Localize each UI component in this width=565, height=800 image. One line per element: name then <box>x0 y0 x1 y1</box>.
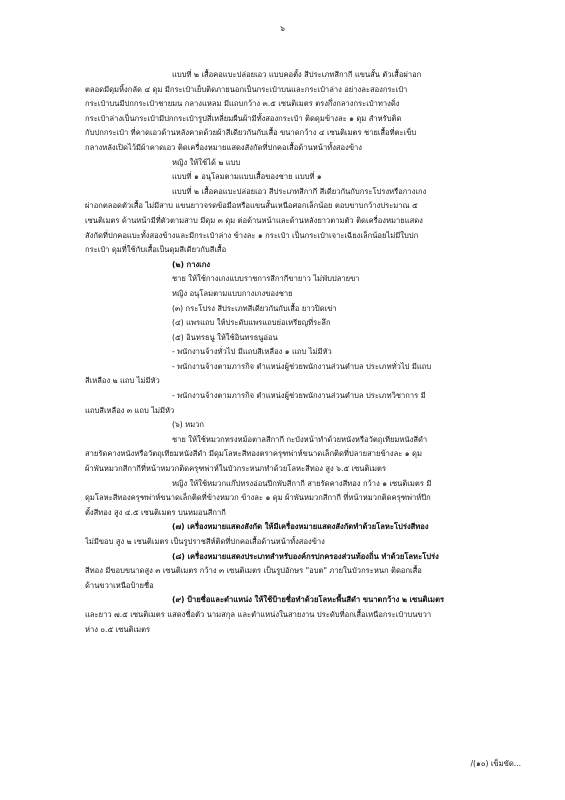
paragraph-line: (๒) กางเกง <box>172 259 211 269</box>
paragraph-line: กลางหลังเปิดไว้มีผ้าคาดเอว ติดเครื่องหมายแสดงสังกัดที่ปกคอเสื้อด้านหน้าทั้งสองข้าง <box>85 142 362 152</box>
paragraph-line: ผ้าพันหมวกสีกากีที่หน้าหมวกติดครุฑพ่าห์ในบัวกระหนกทำด้วยโลหะสีทอง สูง ๖.๕ เซนติเมตร <box>85 464 387 474</box>
paragraph-line: - พนักงานจ้างตามภารกิจ ตำแหน่งผู้ช่วยพนักงานส่วนตำบล ประเภททั่วไป มีแถบ <box>172 361 432 371</box>
paragraph-line: เซนติเมตร ด้านหน้ามีที่ตัวตามสาบ มีดุม ๓ ดุม ต่อด้านหน้าและด้านหลังยาวตามตัว ติดเครื่องหมายแสดง <box>85 215 423 225</box>
page-number: ๖ <box>280 24 285 33</box>
paragraph-line: - พนักงานจ้างตามภารกิจ ตำแหน่งผู้ช่วยพนักงานส่วนตำบล ประเภทวิชาการ มี <box>172 391 426 401</box>
paragraph-line: ชาย ให้ใช้หมวกทรงหม้อตาลสีกากี กะบังหน้าทำด้วยหนังหรือวัตถุเทียมหนังสีดำ <box>172 434 428 444</box>
paragraph-line: ห่าง ๐.๕ เซนติเมตร <box>85 624 151 634</box>
paragraph-line: สายรัดคางหนังหรือวัตถุเทียมหนังสีดำ มีดุมโลหะสีทองตราครุฑพ่าห์ขนาดเล็กติดที่ปลายสายข้างละ ๑ ดุม <box>85 449 422 459</box>
continuation-note: /(๑๐) เข็มขัด... <box>470 759 521 768</box>
paragraph-line: (๗) เครื่องหมายแสดงสังกัด ให้มีเครื่องหมายแสดงสังกัดทำด้วยโลหะโปร่งสีทอง <box>172 522 429 532</box>
paragraph-line: หญิง ให้ใช้ได้ ๒ แบบ <box>172 157 241 167</box>
paragraph-line: หญิง ให้ใช้หมวกแก๊ปทรงอ่อนปีกพับสีกากี สายรัดคางสีทอง กว้าง ๑ เซนติเมตร มี <box>172 478 432 488</box>
paragraph-line: แบบที่ ๑ อนุโลมตามแบบเสื้อของชาย แบบที่ ๑ <box>172 172 322 182</box>
paragraph-line: แถบสีเหลือง ๓ แถบ ไม่มีหัว <box>85 405 175 415</box>
paragraph-line: (๘) เครื่องหมายแสดงประเภทสำหรับองค์กรปกครองส่วนท้องถิ่น ทำด้วยโลหะโปร่ง <box>172 551 439 561</box>
paragraph-line: - พนักงานจ้างทั่วไป มีแถบสีเหลือง ๑ แถบ ไม่มีหัว <box>172 347 332 357</box>
paragraph-line: (๙) ป้ายชื่อและตำแหน่ง ให้ใช้ป้ายชื่อทำด้วยโลหะพื้นสีดำ ขนาดกว้าง ๒ เซนติเมตร <box>172 595 445 605</box>
paragraph-line: สังกัดที่ปกคอแบะทั้งสองข้างและมีกระเป๋าล่าง ข้างละ ๑ กระเป๋า เป็นกระเป๋าเจาะเฉียงเล็กน้อยไม่มีใบปก <box>85 230 419 240</box>
paragraph-line: กระเป๋าบนมีปกกระเป๋าชายมน กลางแหลม มีแถบกว้าง ๓.๕ เซนติเมตร ตรงกึ่งกลางกระเป๋าทางดิ่ง <box>85 99 400 109</box>
document-body <box>85 68 525 637</box>
paragraph-line: และยาว ๗.๕ เซนติเมตร แสดงชื่อตัว นามสกุล และตำแหน่งในสายงาน ประดับที่อกเสื้อเหนือกระเป๋าบนขวา <box>85 609 432 619</box>
paragraph-line: แบบที่ ๒ เสื้อคอแบะปล่อยเอว แบบคอตั้ง สีประเภทสีกากี แขนสั้น ตัวเสื้อผ่าอก <box>172 70 422 79</box>
paragraph-line: กระเป๋าล่างเป็นกระเป๋ามีปกกระเป๋ารูปสี่เหลี่ยมผืนผ้ามีทั้งสองกระเป๋า ติดดุมข้างละ ๑ ดุม สำหรับติด <box>85 113 402 123</box>
paragraph-line: ตลอดมีดุมหิ้งกลัด ๔ ดุม มีกระเป๋าเย็บติดภายนอกเป็นกระเป๋าบนและกระเป๋าล่าง อย่างละสองกระเป๋า <box>85 84 408 94</box>
paragraph-line: ตั้งสีทอง สูง ๔.๕ เซนติเมตร บนหมอนสีกากี <box>85 507 226 517</box>
paragraph-line: ดุมโลหะสีทองครุฑพ่าห์ขนาดเล็กติดที่ข้างหมวก ข้างละ ๑ ดุม ผ้าพันหมวกสีกากี ที่หน้าหมวกติดครุฑพ่าห์ปีก <box>85 493 431 503</box>
paragraph-line: สีเหลือง ๒ แถบ ไม่มีหัว <box>85 376 160 386</box>
paragraph-line: กระเป๋า ดุมที่ใช้กับเสื้อเป็นดุมสีเดียวกับสีเสื้อ <box>85 245 227 255</box>
paragraph-line: แบบที่ ๒ เสื้อคอแบะปล่อยเอว สีประเภทสีกากี สีเดียวกันกับกระโปรงหรือกางเกง <box>172 186 427 196</box>
paragraph-line: ผ่าอกตลอดตัวเสื้อ ไม่มีสาบ แขนยาวจรดข้อมือหรือแขนสั้นเหนือศอกเล็กน้อย ตอบขาบกว้างประมาณ ๕ <box>85 201 418 211</box>
paragraph-line: (๔) แพรแถบ ให้ประดับแพรแถบย่อเหรียญที่ระลึก <box>172 318 331 328</box>
paragraph-line: กับปกกระเป๋า ที่คาดเอวด้านหลังคาดด้วยผ้าสีเดียวกันกับเสื้อ ขนาดกว้าง ๔ เซนติเมตร ชายเสื้อที่ตะเข็บ <box>85 128 417 138</box>
paragraph-line: (๓) กระโปรง สีประเภทสีเดียวกันกับเสื้อ ยาวปิดเข่า <box>172 303 337 313</box>
paragraph-line: (๕) อินทรธนู ให้ใช้อินทรธนูอ่อน <box>172 332 278 342</box>
paragraph-line: ด้านขวาเหนือป้ายชื่อ <box>85 580 154 590</box>
paragraph-line: สีทอง มีขอบขนาดสูง ๓ เซนติเมตร กว้าง ๓ เซนติเมตร เป็นรูปอักษร "อบต" ภายในบัวกระหนก ติดอกเสื้อ <box>85 566 422 576</box>
paragraph-line: ชาย ให้ใช้กางเกงแบบราชการสีกากีขายาว ไม่พับปลายขา <box>172 274 360 284</box>
paragraph-line: (๖) หมวก <box>172 420 205 430</box>
paragraph-line: หญิง อนุโลมตามแบบกางเกงของชาย <box>172 288 293 298</box>
paragraph-line: ไม่มีขอบ สูง ๒ เซนติเมตร เป็นรูปราชสีห์ติดที่ปกคอเสื้อด้านหน้าทั้งสองข้าง <box>85 537 325 546</box>
